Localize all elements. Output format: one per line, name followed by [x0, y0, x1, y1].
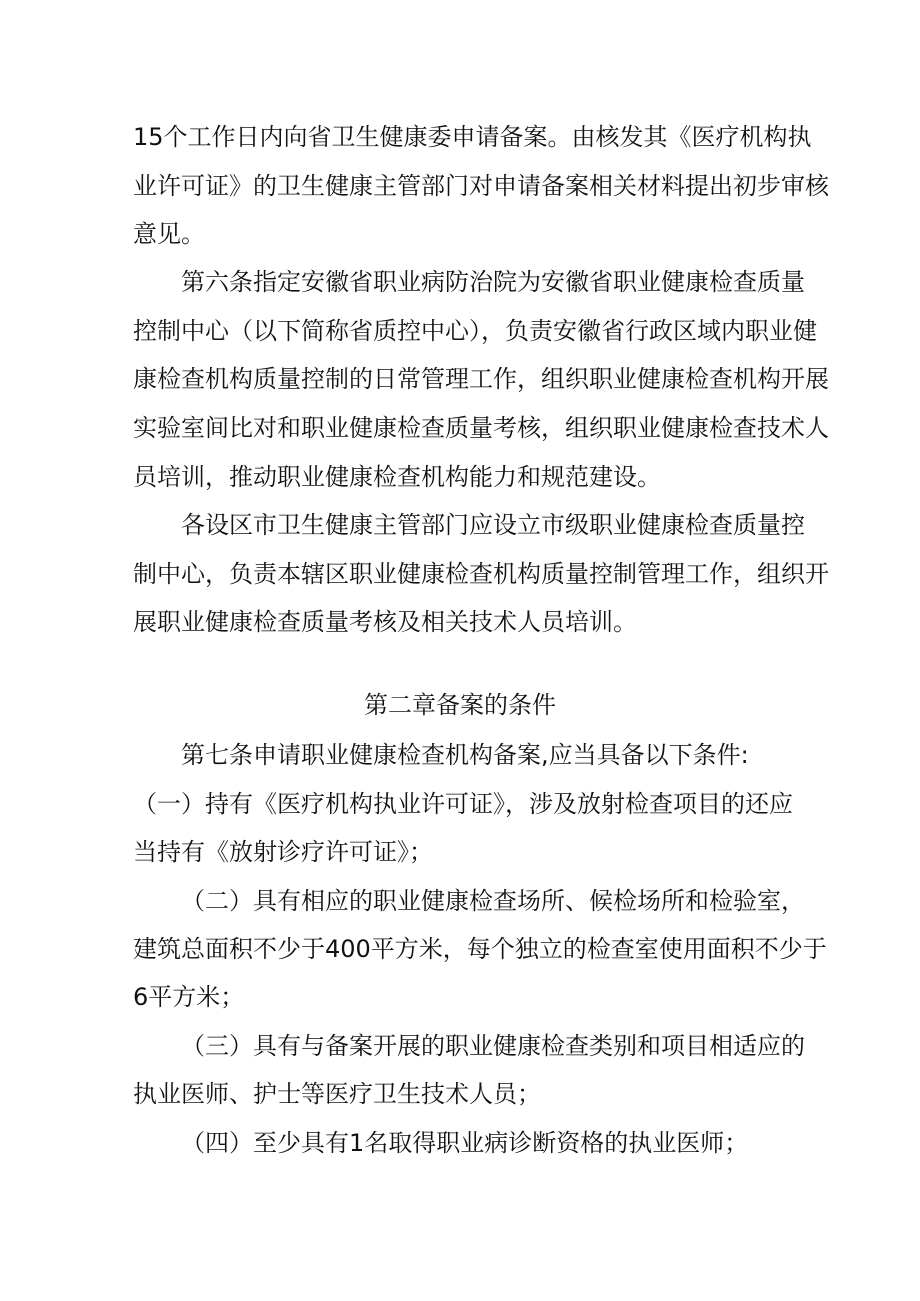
- chapter-heading: 第二章备案的条件: [364, 691, 556, 719]
- article-6-line: 第六条指定安徽省职业病防治院为安徽省职业健康检查质量: [181, 268, 805, 296]
- paragraph-line: 15个工作日内向省卫生健康委申请备案。由核发其《医疗机构执: [133, 123, 812, 151]
- paragraph-line: 员培训，推动职业健康检查机构能力和规范建设。: [133, 463, 661, 491]
- list-item-line: （一）持有《医疗机构执业许可证》，涉及放射检查项目的还应: [133, 790, 793, 818]
- article-7-line: 第七条申请职业健康检查机构备案,应当具备以下条件:: [181, 741, 749, 769]
- list-item-line: 执业医师、护士等医疗卫生技术人员；: [133, 1080, 541, 1108]
- list-item-line: （二）具有相应的职业健康检查场所、候检场所和检验室，: [181, 887, 805, 915]
- list-item-line: 建筑总面积不少于400平方米，每个独立的检查室使用面积不少于: [133, 935, 827, 963]
- list-item-line: （四）至少具有1名取得职业病诊断资格的执业医师；: [181, 1129, 749, 1157]
- list-item-line: 当持有《放射诊疗许可证》；: [133, 838, 433, 866]
- paragraph-line: 制中心，负责本辖区职业健康检查机构质量控制管理工作，组织开: [133, 560, 829, 588]
- paragraph-line: 意见。: [133, 220, 205, 248]
- paragraph-line: 康检查机构质量控制的日常管理工作，组织职业健康检查机构开展: [133, 365, 829, 393]
- list-item-line: 6平方米；: [133, 983, 245, 1011]
- paragraph-line: 业许可证》的卫生健康主管部门对申请备案相关材料提出初步审核: [133, 172, 829, 200]
- paragraph-line: 控制中心（以下简称省质控中心），负责安徽省行政区域内职业健: [133, 317, 817, 345]
- paragraph-line: 实验室间比对和职业健康检查质量考核，组织职业健康检查技术人: [133, 414, 829, 442]
- paragraph-line: 展职业健康检查质量考核及相关技术人员培训。: [133, 608, 637, 636]
- paragraph-line: 各设区市卫生健康主管部门应设立市级职业健康检查质量控: [181, 511, 805, 539]
- list-item-line: （三）具有与备案开展的职业健康检查类别和项目相适应的: [181, 1032, 805, 1060]
